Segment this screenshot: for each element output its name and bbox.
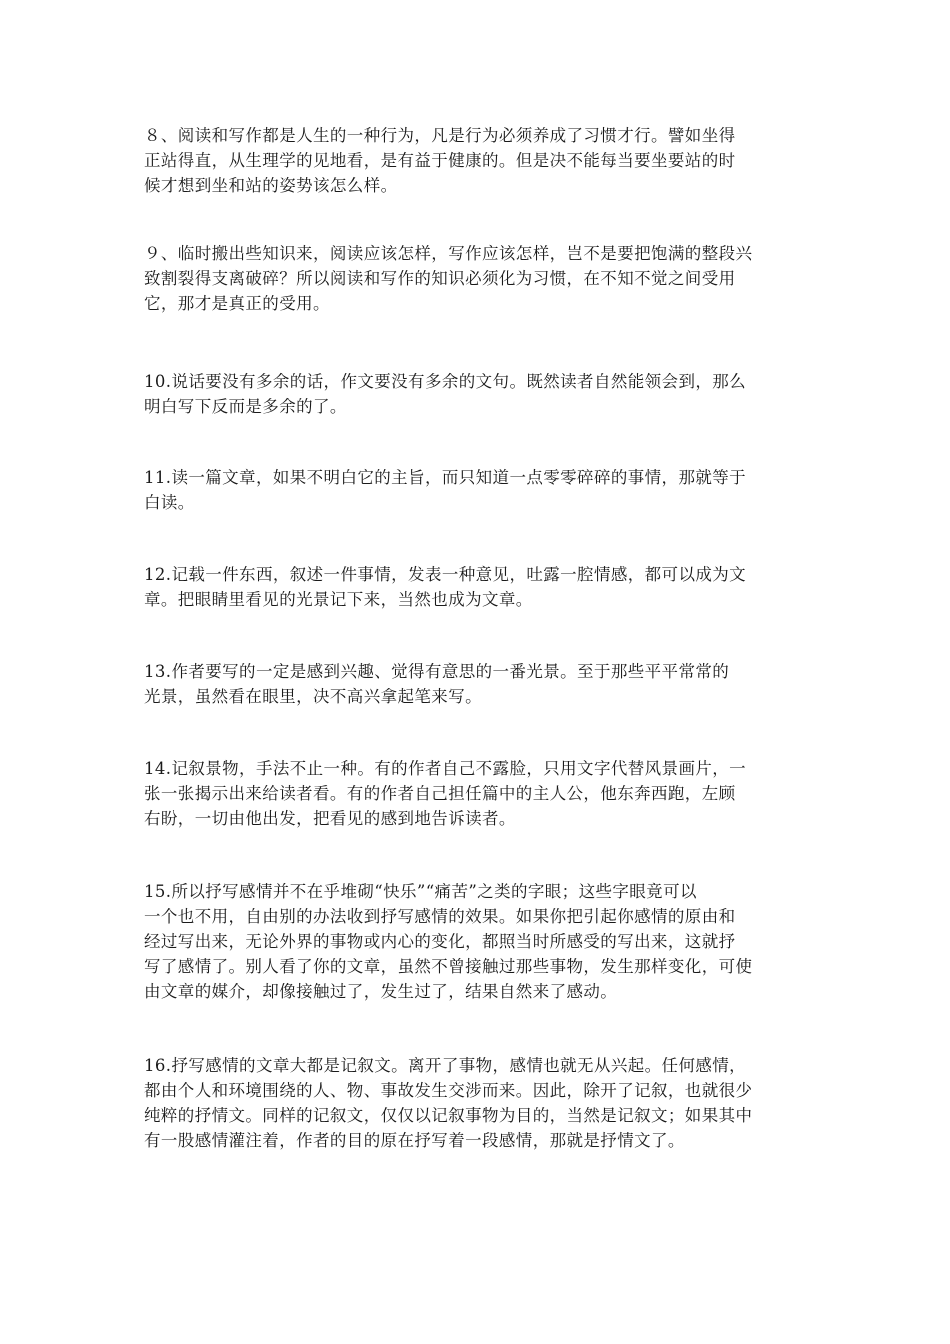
paragraph-9 bbox=[144, 241, 810, 316]
paragraph-line: 14.记叙景物，手法不止一种。有的作者自己不露脸，只用文字代替风景画片，一 bbox=[144, 759, 747, 778]
paragraph-16 bbox=[144, 1053, 810, 1153]
paragraph-15 bbox=[144, 879, 810, 1004]
paragraph-line: 11.读一篇文章，如果不明白它的主旨，而只知道一点零零碎碎的事情，那就等于 bbox=[144, 468, 747, 487]
paragraph-line: 都由个人和环境围绕的人、物、事故发生交涉而来。因此，除开了记叙，也就很少 bbox=[144, 1081, 753, 1100]
paragraph-line: 16.抒写感情的文章大都是记叙文。离开了事物，感情也就无从兴起。任何感情， bbox=[144, 1056, 747, 1075]
paragraph-11 bbox=[144, 465, 810, 515]
paragraph-line: 写了感情了。别人看了你的文章，虽然不曾接触过那些事物，发生那样变化，可使 bbox=[144, 957, 753, 976]
paragraph-line: 候才想到坐和站的姿势该怎么样。 bbox=[144, 176, 398, 195]
paragraph-line: 章。把眼睛里看见的光景记下来，当然也成为文章。 bbox=[144, 590, 533, 609]
paragraph-line: 10.说话要没有多余的话，作文要没有多余的文句。既然读者自然能领会到，那么 bbox=[144, 372, 747, 391]
paragraph-line: 纯粹的抒情文。同样的记叙文，仅仅以记叙事物为目的，当然是记叙文；如果其中 bbox=[144, 1106, 753, 1125]
paragraph-line: 正站得直，从生理学的见地看，是有益于健康的。但是决不能每当要坐要站的时 bbox=[144, 151, 736, 170]
paragraph-line: ８、阅读和写作都是人生的一种行为，凡是行为必须养成了习惯才行。譬如坐得 bbox=[144, 126, 736, 145]
paragraph-line: 右盼，一切由他出发，把看见的感到地告诉读者。 bbox=[144, 809, 516, 828]
paragraph-line: 张一张揭示出来给读者看。有的作者自己担任篇中的主人公，他东奔西跑，左顾 bbox=[144, 784, 736, 803]
paragraph-13 bbox=[144, 659, 810, 709]
paragraph-line: 13.作者要写的一定是感到兴趣、觉得有意思的一番光景。至于那些平平常常的 bbox=[144, 662, 730, 681]
paragraph-14 bbox=[144, 756, 810, 831]
paragraph-line: ９、临时搬出些知识来，阅读应该怎样，写作应该怎样，岂不是要把饱满的整段兴 bbox=[144, 244, 753, 263]
paragraph-10 bbox=[144, 369, 810, 419]
paragraph-8 bbox=[144, 123, 810, 198]
paragraph-line: 经过写出来，无论外界的事物或内心的变化，都照当时所感受的写出来，这就抒 bbox=[144, 932, 736, 951]
paragraph-line: 光景，虽然看在眼里，决不高兴拿起笔来写。 bbox=[144, 687, 482, 706]
paragraph-line: 明白写下反而是多余的了。 bbox=[144, 397, 347, 416]
paragraph-line: 15.所以抒写感情并不在乎堆砌“快乐”“痛苦”之类的字眼；这些字眼竟可以 bbox=[144, 882, 697, 901]
paragraph-line: 12.记载一件东西，叙述一件事情，发表一种意见，吐露一腔情感，都可以成为文 bbox=[144, 565, 747, 584]
paragraph-line: 它，那才是真正的受用。 bbox=[144, 294, 330, 313]
paragraph-line: 有一股感情灌注着，作者的目的原在抒写着一段感情，那就是抒情文了。 bbox=[144, 1131, 685, 1150]
paragraph-line: 由文章的媒介，却像接触过了，发生过了，结果自然来了感动。 bbox=[144, 982, 618, 1001]
paragraph-line: 一个也不用，自由别的办法收到抒写感情的效果。如果你把引起你感情的原由和 bbox=[144, 907, 736, 926]
paragraph-12 bbox=[144, 562, 810, 612]
paragraph-line: 白读。 bbox=[144, 493, 195, 512]
paragraph-line: 致割裂得支离破碎？所以阅读和写作的知识必须化为习惯，在不知不觉之间受用 bbox=[144, 269, 736, 288]
